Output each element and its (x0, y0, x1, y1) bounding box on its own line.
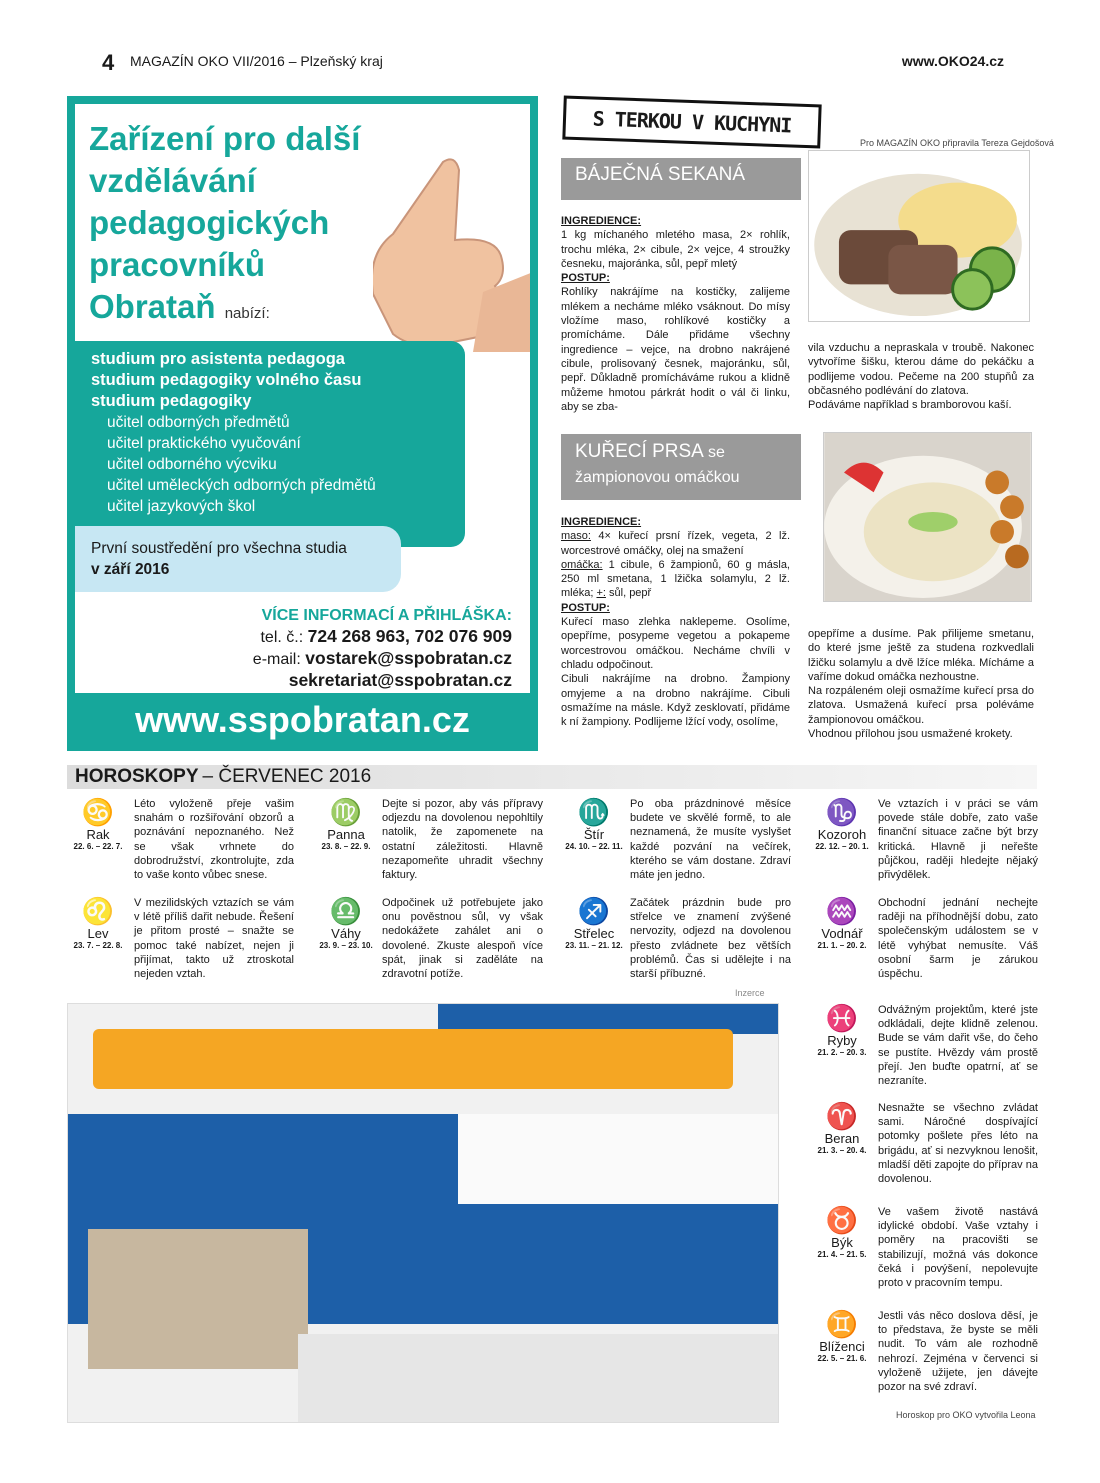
zodiac-sign (811, 1309, 873, 1363)
zodiac-icon: ♓ (825, 1003, 859, 1033)
zodiac-sign (67, 896, 129, 950)
horoscope-text: Ve vašem životě nastává idylické období. Vaše vztahy i poměry na pracovišti se stabilizují, možná vás dokonce čeká i povýšení, nepolevujte proto v pracovním tempu. (878, 1206, 1038, 1290)
zodiac-icon: ♒ (825, 896, 859, 926)
sign-name: Rak (86, 827, 110, 842)
sign-dates: 23. 8. – 22. 9. (321, 842, 371, 851)
sign-dates: 24. 10. – 22. 11. (565, 842, 623, 851)
horoscope-text: Ve vztazích i v práci se vám povede stále dobře, zato vaše finanční situace začne být brzy kritická. Hlavně ji neřešte půjčkou, raději hledejte nějaký přivýdělek. (878, 798, 1038, 882)
sign-dates: 21. 1. – 20. 2. (817, 941, 867, 950)
sign-dates: 21. 3. – 20. 4. (817, 1146, 867, 1155)
recipe2-text: INGREDIENCE: maso: 4× kuřecí prsní řízek, vegeta, 2 lž. worcestrové omáčky, olej na smažení omáčka: 1 cibule, 6 žampionů, 60 g másla, 250 ml smetana, 1 lžička solamylu, 2 lž. mléka; +: sůl, pepř POSTUP: Kuřecí maso zlehka naklepeme. Osolíme, opepříme, posypeme vegetou a pokapeme worcestrovou omáčkou. Necháme chvíli v chladu odpočinout. Cibuli nakrájíme na drobno. Žampiony omyjeme a na drobno nakrájíme. Cibuli osmažíme na másle. Když zesklovatí, přidáme k ní žampiony. Podlijeme lžící vody, osolíme, (561, 516, 790, 729)
sign-dates: 23. 11. – 21. 12. (565, 941, 623, 950)
sign-name: Štír (583, 827, 605, 842)
horoscope-text: Obchodní jednání nechejte raději na příhodnější dobu, zato společenským událostem se v létě vyhýbat nemusíte. Váš osobní šarm je zárukou úspěchu. (878, 897, 1038, 981)
horoscope-text: V mezilidských vztazích se vám v létě příliš dařit nebude. Řešení je přitom prosté – snažte se pomoc také nabízet, nejen ji přijímat, takto už ztroskotal nejeden vztah. (134, 897, 294, 981)
sign-name: Kozoroh (817, 827, 867, 842)
horoscope-text: Odvážným projektům, které jste odkládali, dejte klidně zelenou. Bude se vám dařit vše, do čeho se pustíte. Hvězdy vám prostě přejí. Jen buďte opatrní, ať se nezraníte. (878, 1004, 1038, 1088)
horoscope-text: Dejte si pozor, aby vás přípravy odjezdu na dovolenou nepohltily natolik, že zapomenete na ostatní záležitosti. Hlavně nezapomeňte uhradit všechny faktury. (382, 798, 543, 882)
sign-name: Lev (87, 926, 109, 941)
zodiac-icon: ♍ (329, 797, 363, 827)
sign-name: Beran (824, 1131, 860, 1146)
contact-block: VÍCE INFORMACÍ A PŘIHLÁŠKA: tel. č.: 724 268 963, 702 076 909 e-mail: vostarek@sspobratan.cz sekretariat@sspobratan.cz (252, 607, 512, 690)
zodiac-icon: ♑ (825, 797, 859, 827)
sign-dates: 23. 7. – 22. 8. (73, 941, 123, 950)
zodiac-icon: ♈ (825, 1101, 859, 1131)
horoscope-text: Odpočinek už potřebujete jako onu pověstnou sůl, vy však nedokážete zahálet ani o dovolené. Zkuste alespoň více spát, jinak si zaděláte na zdravotní potíže. (382, 897, 543, 981)
study-programs: studium pro asistenta pedagoga studium pedagogiky volného času studium pedagogiky učitel odborných předmětů učitel praktického vyučování učitel odborného výcviku učitel uměleckých odborných předmětů učitel jazykových škol (75, 341, 465, 547)
zodiac-sign (563, 797, 625, 851)
section-stamp: S TERKOU V KUCHYNI (562, 96, 821, 149)
sign-name: Vodnář (821, 926, 863, 941)
recipes-credit: Pro MAGAZÍN OKO připravila Tereza Gejdošová (860, 138, 1054, 148)
zodiac-icon: ♏ (577, 797, 611, 827)
horoscope-text: Léto vyloženě přeje vašim snahám o rozšiřování obzorů a poznávání nepoznaného. Než se však vrhnete do dobrodružství, zkontrolujte, zda to vaše konto vůbec snese. (134, 798, 294, 882)
horoscope-text: Začátek prázdnin bude pro střelce ve znamení zvýšené nervozity, odjezd na dovolenou přesto zvládnete bez větších problémů. Čas si udělejte i na starší příbuzné. (630, 897, 791, 981)
sign-dates: 21. 2. – 20. 3. (817, 1048, 867, 1057)
sign-dates: 21. 4. – 21. 5. (817, 1250, 867, 1259)
ad-website[interactable]: www.sspobratan.cz (135, 699, 470, 740)
sign-name: Ryby (827, 1033, 857, 1048)
zodiac-sign (811, 1101, 873, 1155)
sign-dates: 22. 5. – 21. 6. (817, 1354, 867, 1363)
zodiac-sign (67, 797, 129, 851)
page-number: 4 (102, 50, 115, 75)
meatloaf-photo (808, 150, 1030, 322)
sign-name: Panna (327, 827, 365, 842)
zodiac-sign (811, 1205, 873, 1259)
recipe1-text-cont: vila vzduchu a nepraskala v troubě. Nakonec vytvoříme šišku, kterou dáme do pekáčku a podlijeme vodou. Pečeme na 200 stupňů za občasného podlévání do zlatova. Podáváme například s bramborovou kaší. (808, 342, 1034, 412)
thumbs-up-icon (373, 152, 530, 352)
zodiac-sign (811, 797, 873, 851)
site-url[interactable]: www.OKO24.cz (901, 53, 1004, 69)
advert-label: Inzerce (735, 988, 765, 998)
zodiac-icon: ♊ (825, 1309, 859, 1339)
chicken-photo (823, 432, 1032, 602)
sign-dates: 22. 12. – 20. 1. (815, 842, 869, 851)
sign-name: Střelec (573, 926, 615, 941)
horoscope-text: Jestli vás něco doslova děsí, je to představa, že byste se měli nudit. To vám ale rozhodně nehrozí. Zejména v červenci si vyloženě užijete, jen dávejte pozor na své zdraví. (878, 1310, 1038, 1394)
recipe2-text-cont: opepříme a dusíme. Pak přilijeme smetanu, do které jsme ještě za studena rozkvedlali lžičku solamylu a dvě lžíce mléka. Mícháme a vaříme dokud omáčka nezhoustne. Na rozpáleném oleji osmažíme kuřecí prsa do zlatova. Usmažená kuřecí prsa poléváme žampionovou omáčkou. Vhodnou přílohou jsou usmažené krokety. (808, 628, 1034, 741)
recipe2-title: KUŘECÍ PRSA se žampionovou omáčkou (561, 434, 801, 500)
zodiac-icon: ♉ (825, 1205, 859, 1235)
zodiac-sign (315, 797, 377, 851)
zodiac-icon: ♎ (329, 896, 363, 926)
recipe1-title: BÁJEČNÁ SEKANÁ (561, 158, 801, 200)
zodiac-icon: ♌ (81, 896, 115, 926)
obratan-ad (67, 96, 538, 751)
zodiac-icon: ♐ (577, 896, 611, 926)
zodiac-sign (315, 896, 377, 950)
sign-name: Blíženci (819, 1339, 865, 1354)
first-meeting-box: První soustředění pro všechna studia v září 2016 (75, 526, 401, 592)
zodiac-sign (811, 1003, 873, 1057)
zodiac-icon: ♋ (81, 797, 115, 827)
ad-title: Zařízení pro další vzdělávání pedagogických pracovníků Obrataň nabízí: (89, 120, 361, 325)
sign-dates: 22. 6. – 22. 7. (73, 842, 123, 851)
blurred-advertisement (67, 1003, 779, 1423)
recipe1-text: INGREDIENCE: 1 kg míchaného mletého masa, 2× rohlík, trochu mléka, 2× cibule, 2× vejce, 4 stroužky česneku, majoránka, sůl, pepř mletý POSTUP: Rohlíky nakrájíme na kostičky, zalijeme mlékem a necháme mléko vsáknout. Do mísy vložíme maso, rohlíkové kostičky a promícháme. Dále přidáme všechny ingredience – vejce, na drobno nakrájené cibule, prolisovaný česnek, majoránku, sůl, pepř. Důkladně promícháváme rukou a klidně můžeme hmotou párkrát hodit o vál či linku, aby se zba- (561, 215, 790, 413)
zodiac-sign (563, 896, 625, 950)
sign-dates: 23. 9. – 23. 10. (319, 941, 373, 950)
sign-name: Váhy (331, 926, 361, 941)
horoscope-text: Po oba prázdninové měsíce budete ve skvělé formě, to ale neznamená, že musíte vyslyšet každé pozvání na večírek, kterého se vám dostane. Zdraví máte jen jedno. (630, 798, 791, 882)
zodiac-sign (811, 896, 873, 950)
magazine-title: MAGAZÍN OKO VII/2016 – Plzeňský kraj (130, 53, 383, 69)
horoscope-credit: Horoskop pro OKO vytvořila Leona (896, 1410, 1036, 1420)
horoscope-text: Nesnažte se všechno zvládat sami. Náročné dospívající potomky pošlete přes léto na brigádu, ať si nezvyknou lenošit, mladší děti zapojte do příprav na dovolenou. (878, 1102, 1038, 1186)
horoscope-header: HOROSKOPY – ČERVENEC 2016 (67, 765, 1037, 789)
sign-name: Býk (831, 1235, 853, 1250)
